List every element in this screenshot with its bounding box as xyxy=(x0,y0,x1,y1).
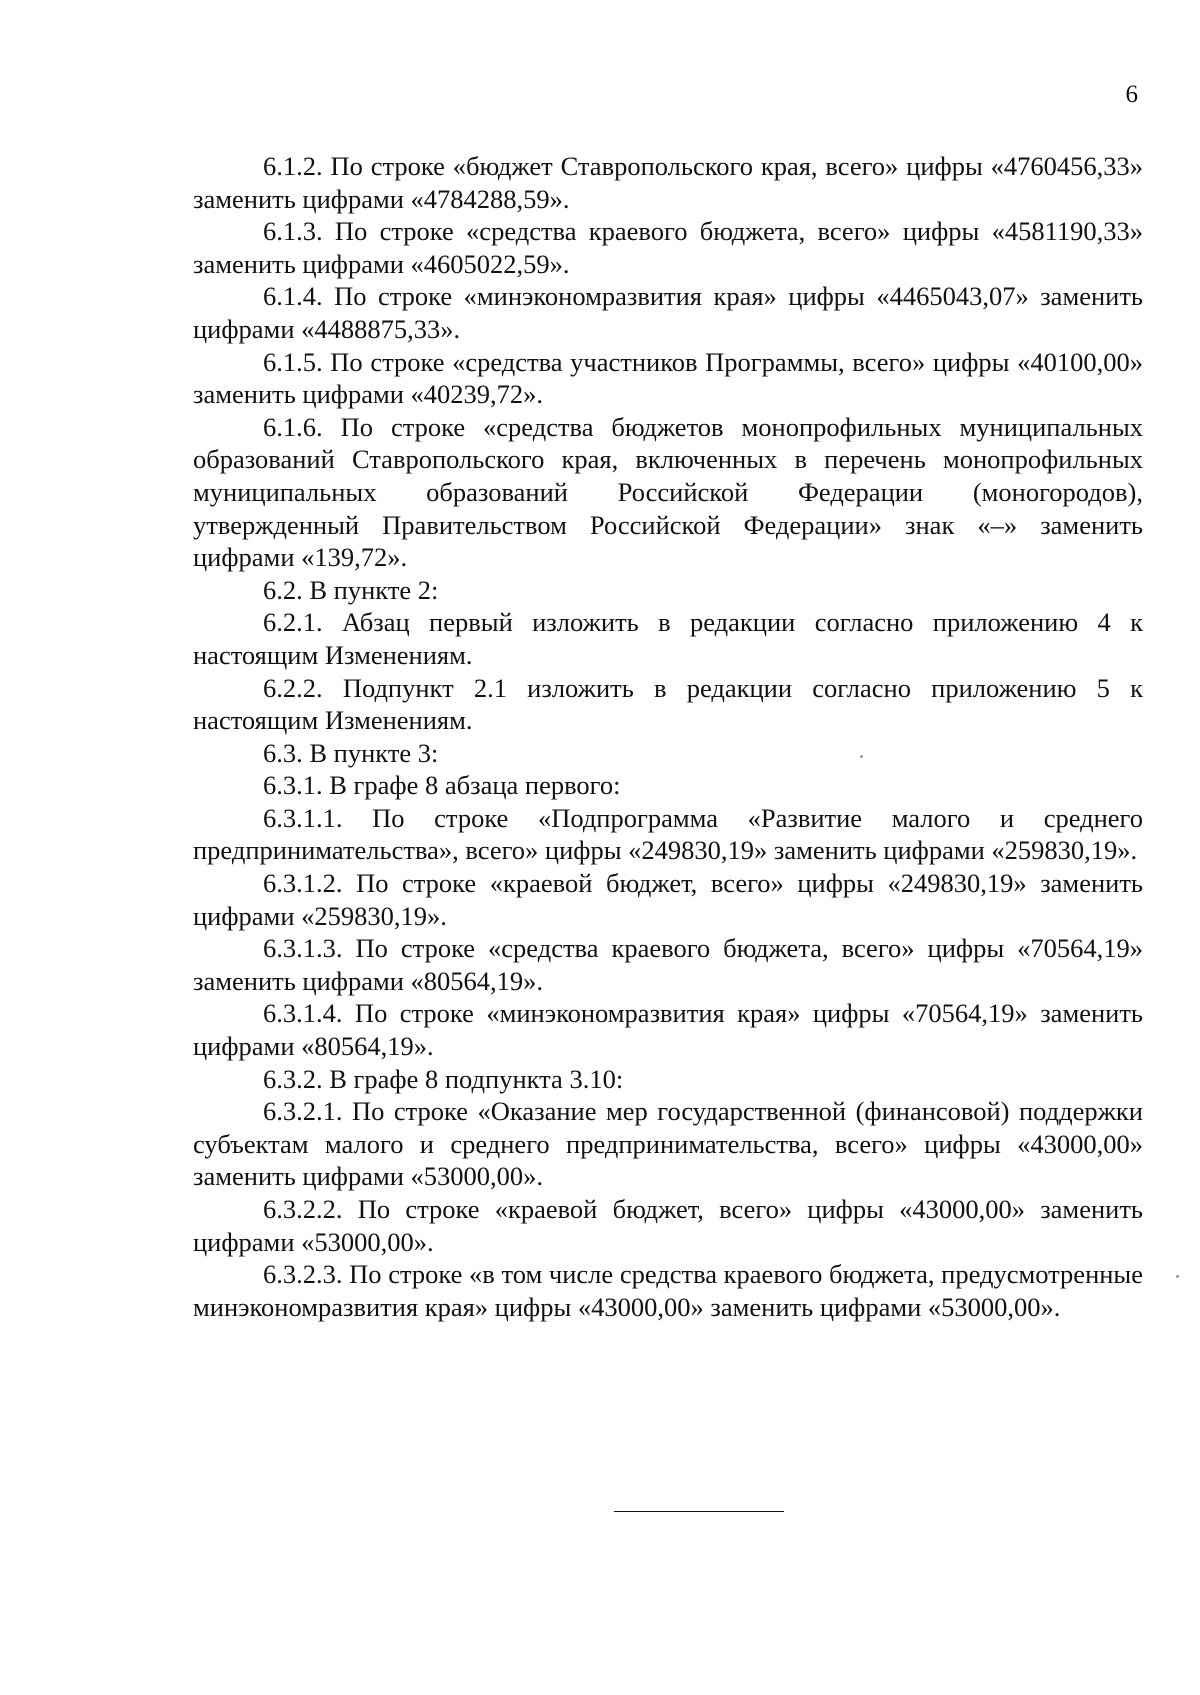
paragraph-6-3-2-2: 6.3.2.2. По строке «краевой бюджет, всего» цифры «43000,00» заменить цифрами «53000,00». xyxy=(193,1194,1143,1257)
paragraph-6-3: 6.3. В пункте 3: xyxy=(263,737,439,768)
paragraph-6-1-6: 6.1.6. По строке «средства бюджетов монопрофильных муниципальных образований Ставропольского края, включенных в перечень монопрофильных муниципальных образований Российской Федерации (моногородов), утвержденный Правительством Российской Федерации» знак «–» заменить цифрами «139,72». xyxy=(193,411,1143,573)
paragraph-6-2-1: 6.2.1. Абзац первый изложить в редакции согласно приложению 4 к настоящим Изменениям. xyxy=(193,607,1143,670)
document-body xyxy=(193,150,1143,1323)
closing-separator-line xyxy=(614,1511,784,1512)
paragraph-6-1-5: 6.1.5. По строке «средства участников Программы, всего» цифры «40100,00» заменить цифрами «40239,72». xyxy=(193,346,1143,410)
paragraph-6-3-2: 6.3.2. В графе 8 подпункта 3.10: xyxy=(263,1063,624,1094)
paragraph-6-3-1: 6.3.1. В графе 8 абзаца первого: xyxy=(263,770,621,801)
paragraph-6-1-4: 6.1.4. По строке «минэкономразвития края» цифры «4465043,07» заменить цифрами «4488875,33». xyxy=(193,281,1143,344)
page-number: 6 xyxy=(1125,81,1138,108)
paragraph-6-1-3: 6.1.3. По строке «средства краевого бюджета, всего» цифры «4581190,33» заменить цифрами «4605022,59». xyxy=(193,216,1143,279)
paragraph-6-3-2-1: 6.3.2.1. По строке «Оказание мер государственной (финансовой) поддержки субъектам малого и среднего предпринимательства, всего» цифры «43000,00» заменить цифрами «53000,00». xyxy=(193,1096,1143,1192)
paragraph-6-1-2: 6.1.2. По строке «бюджет Ставропольского края, всего» цифры «4760456,33» заменить цифрами «4784288,59». xyxy=(193,151,1143,214)
scan-speck xyxy=(860,755,863,758)
paragraph-6-3-1-2: 6.3.1.2. По строке «краевой бюджет, всего» цифры «249830,19» заменить цифрами «259830,19». xyxy=(193,868,1143,931)
paragraph-6-2-2: 6.2.2. Подпункт 2.1 изложить в редакции согласно приложению 5 к настоящим Изменениям. xyxy=(193,672,1143,736)
paragraph-6-3-2-3: 6.3.2.3. По строке «в том числе средства краевого бюджета, предусмотренные минэкономразвития края» цифры «43000,00» заменить цифрами «53000,00». xyxy=(193,1259,1143,1322)
paragraph-6-2: 6.2. В пункте 2: xyxy=(263,574,439,605)
paragraph-6-3-1-3: 6.3.1.3. По строке «средства краевого бюджета, всего» цифры «70564,19» заменить цифрами «80564,19». xyxy=(193,933,1143,996)
scan-speck xyxy=(1176,1275,1179,1278)
paragraph-6-3-1-4: 6.3.1.4. По строке «минэкономразвития края» цифры «70564,19» заменить цифрами «80564,19». xyxy=(193,998,1143,1062)
paragraph-6-3-1-1: 6.3.1.1. По строке «Подпрограмма «Развитие малого и среднего предпринимательства», всего» цифры «249830,19» заменить цифрами «259830,19». xyxy=(193,802,1143,866)
